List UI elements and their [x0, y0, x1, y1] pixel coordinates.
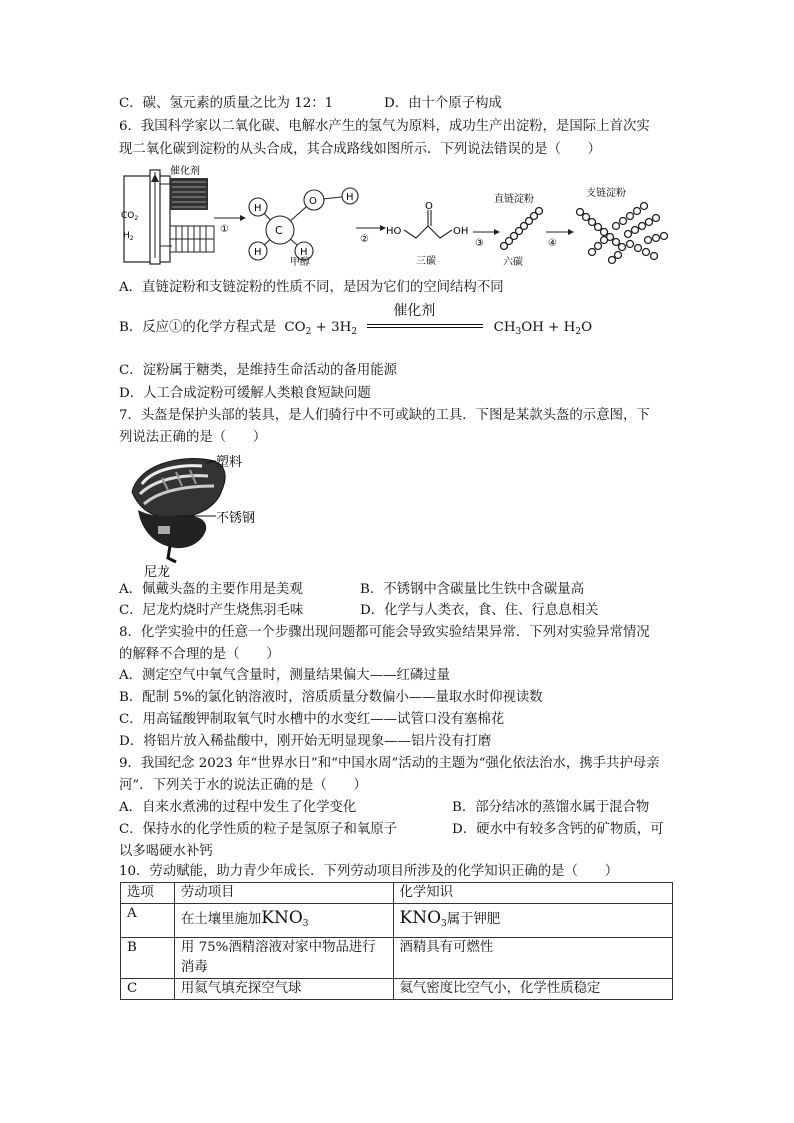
linear-starch-chain	[501, 208, 543, 250]
catalyst-condition: 催化剂	[393, 303, 436, 319]
q7-stem-line2: 列说法正确的是（ ）	[119, 430, 267, 445]
q5-option-d: D．由十个原子构成	[384, 96, 502, 111]
equation-lhs: $CO_2 + 3H_2$	[284, 320, 358, 337]
branched-starch-chain	[577, 203, 668, 264]
q9-option-d-cont: 以多喝硬水补钙	[119, 844, 213, 859]
plastic-label: 塑料	[216, 455, 243, 470]
three-carbon-skeleton	[404, 226, 452, 238]
row-c-key: C	[121, 979, 175, 1000]
q8-option-b: B．配制 5%的氯化钠溶液时，溶质质量分数偏小——量取水时仰视读数	[119, 690, 543, 705]
h2-label: $H_2$	[123, 231, 134, 242]
step-2-label: ②	[360, 234, 369, 245]
heating-coil	[170, 226, 214, 252]
row-b-key: B	[121, 938, 175, 979]
header-chem-knowledge: 化学知识	[393, 883, 672, 904]
atom-o: O	[309, 196, 317, 207]
q6-stem-line1: 6．我国科学家以二氧化碳、电解水产生的氢气为原料，成功生产出淀粉，是国际上首次实	[119, 119, 650, 134]
header-option: 选项	[121, 883, 175, 904]
row-a-key: A	[121, 904, 175, 938]
q8-option-a: A．测定空气中氧气含量时，测量结果偏大——红磷过量	[119, 668, 451, 683]
stainless-steel-label: 不锈钢	[216, 511, 256, 526]
catalyst-texture	[170, 178, 208, 210]
q6-option-a: A．直链淀粉和支链淀粉的性质不同，是因为它们的空间结构不同	[119, 280, 504, 295]
q7-stem-line1: 7．头盔是保护头部的装具，是人们骑行中不可或缺的工具．下图是某款头盔的示意图，下	[119, 408, 650, 423]
starch-synthesis-diagram	[118, 160, 683, 270]
atom-h-1: H	[254, 203, 262, 214]
q6-option-c: C．淀粉属于糖类，是维持生命活动的备用能源	[119, 363, 398, 378]
q8-stem-line1: 8．化学实验中的任意一个步骤出现问题都可能会导致实验结果异常．下列对实验异常情况	[119, 625, 650, 640]
q9-option-b: B．部分结冰的蒸馏水属于混合物	[452, 800, 650, 815]
atom-c: C	[275, 224, 283, 237]
q10-stem: 10．劳动赋能，助力青少年成长．下列劳动项目所涉及的化学知识正确的是（ ）	[119, 864, 619, 879]
row-c-item: 用氦气填充探空气球	[174, 979, 393, 1000]
q9-option-a: A．自来水煮沸的过程中发生了化学变化	[119, 800, 357, 815]
row-a-item: 在土壤里施加$KNO_3$	[174, 904, 393, 938]
q7-option-d: D．化学与人类衣，食、住、行息息相关	[360, 603, 599, 618]
row-c-knowledge: 氦气密度比空气小，化学性质稳定	[393, 979, 672, 1000]
atom-h-3: H	[300, 247, 308, 258]
table-row	[121, 979, 673, 1000]
q8-stem-line2: 的解释不合理的是（ ）	[119, 647, 280, 662]
row-a-knowledge: $KNO_3$属于钾肥	[393, 904, 672, 938]
catalyst-label: 催化剂	[170, 166, 200, 177]
row-b-knowledge: 酒精具有可燃性	[393, 938, 672, 979]
step-4-label: ④	[548, 238, 557, 249]
helmet-image	[118, 450, 278, 580]
atom-h-4: H	[346, 192, 354, 203]
q8-option-d: D．将铝片放入稀盐酸中，刚开始无明显现象——铝片没有打磨	[119, 734, 492, 749]
atom-h-2: H	[254, 247, 262, 258]
q9-stem-line2: 河”．下列关于水的说法正确的是（ ）	[119, 778, 367, 793]
oh-label: OH	[453, 226, 469, 237]
linear-starch-label: 直链淀粉	[494, 194, 534, 205]
q5-option-c: C．碳、氢元素的质量之比为 12：1	[119, 96, 334, 111]
table-header-row	[121, 883, 673, 904]
q10-table	[120, 882, 673, 1000]
q9-option-d: D．硬水中有较多含钙的矿物质，可	[452, 822, 664, 837]
three-carbon-label: 三碳	[416, 256, 436, 267]
q7-option-a: A．佩戴头盔的主要作用是美观	[119, 582, 303, 597]
q7-option-b: B．不锈钢中含碳量比生铁中含碳量高	[360, 582, 585, 597]
q6-option-b	[119, 303, 593, 342]
q9-stem-line1: 9．我国纪念 2023 年“世界水日”和“中国水周”活动的主题为“强化依法治水，携手共护母亲	[119, 756, 660, 771]
table-row	[121, 938, 673, 979]
step-1-label: ①	[220, 224, 229, 235]
q6-option-d: D．人工合成淀粉可缓解人类粮食短缺问题	[119, 386, 371, 401]
q8-option-c: C．用高锰酸钾制取氧气时水槽中的水变红——试管口没有塞棉花	[119, 712, 505, 727]
q9-option-c: C．保持水的化学性质的粒子是氢原子和氧原子	[119, 822, 398, 837]
ho-label: HO	[386, 226, 402, 237]
equation-rhs: $CH_3OH + H_2O$	[493, 320, 593, 337]
table-row	[121, 904, 673, 938]
row-b-item: 用 75%酒精溶液对家中物品进行 消毒	[174, 938, 393, 979]
step-3-label: ③	[475, 238, 484, 249]
methanol-label: 甲醇	[290, 257, 310, 268]
branched-starch-label: 支链淀粉	[586, 188, 626, 199]
six-carbon-label: 六碳	[503, 257, 523, 268]
q6-stem-line2: 现二氧化碳到淀粉的从头合成，其合成路线如图所示．下列说法错误的是（ ）	[119, 142, 602, 157]
q6-option-b-prefix: B．反应①的化学方程式是	[119, 320, 277, 335]
header-labor-item: 劳动项目	[174, 883, 393, 904]
equation-condition-arrow	[365, 303, 485, 338]
nylon-label: 尼龙	[144, 565, 171, 580]
co2-label: $CO_2$	[121, 211, 139, 222]
ketone-o: O	[425, 201, 433, 212]
q7-option-c: C．尼龙灼烧时产生烧焦羽毛味	[119, 603, 304, 618]
